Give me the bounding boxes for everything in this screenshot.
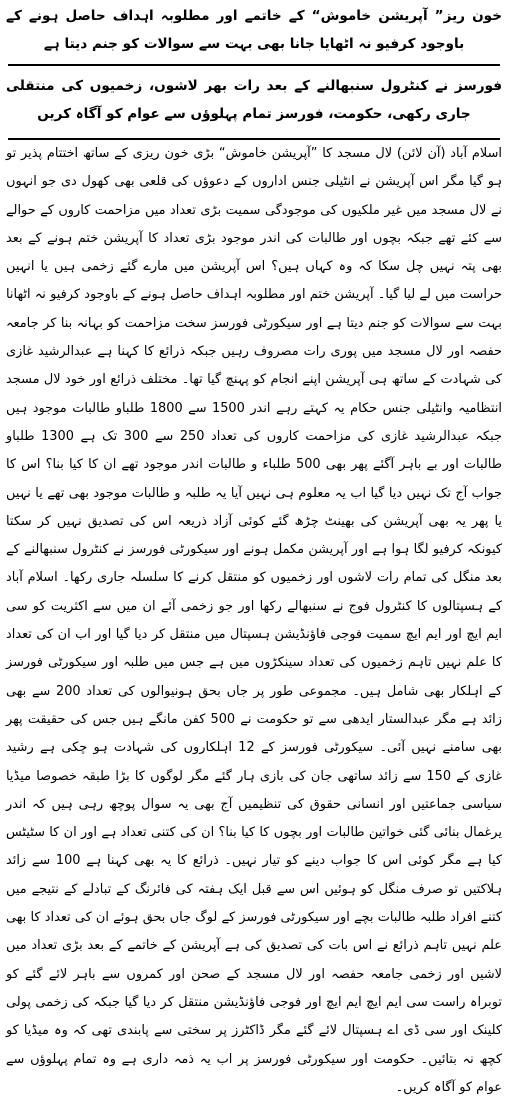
article-subheadline: فورسز نے کنٹرول سنبھالنے کے بعد رات بھر لاشوں، زخمیوں کی منتقلی جاری رکھی، حکومت، فورسز تمام پہلوؤں سے عوام کو آگاہ کریں <box>6 78 502 122</box>
article-body: اسلام آباد (آن لائن) لال مسجد کا ”آپریشن خاموش“ بڑی خون ریزی کے ساتھ اختتام پذیر تو ہو گیا مگر اس آپریشن نے انٹیلی جنس اداروں کے دعوؤں کی قلعی بھی کھول دی جو انہوں نے لال مسجد میں غیر ملکیوں کی موجودگی سمیت بڑی تعداد میں مزاحمت کاروں کے حوالے سے کئے تھے جبکہ بچوں اور طالبات کی اندر موجود بڑی تعداد کا آپریشن ختم ہونے کے بعد بھی پتہ نہیں چل سکا کہ وہ کہاں ہیں؟ اس آپریشن میں مارے گئے زخمی ہیں یا انہیں حراست میں لے لیا گیا۔ آپریشن ختم اور مطلوبہ اہداف حاصل ہونے کے باوجود کرفیو نہ اٹھانا بہت سے سوالات کو جنم دیتا ہے اور سیکورٹی فورسز سخت مزاحمت کو بہانہ بنا کر جامعہ حفصہ اور لال مسجد میں پوری رات مصروف رہیں جبکہ ذرائع کا کہنا ہے عبدالرشید غازی کی شہادت کے ساتھ ہی آپریشن اپنے انجام کو پہنچ گیا تھا۔ مختلف ذرائع اور خود لال مسجد انتظامیہ وانٹیلی جنس حکام یہ کہتے رہے اندر 1500 سے 1800 طلباو طالبات موجود ہیں جبکہ عبدالرشید غازی کی مزاحمت کاروں کی تعداد 250 سے 300 تک ہے 1300 طلباو طالبات اور بے باہر آگئے پھر بھی 500 طلباء و طالبات اندر موجود تھے ان کا کیا بنا؟ اس کا جواب آج تک نہیں دیا گیا اب یہ معلوم ہی نہیں آیا یہ طلبہ و طالبات موجود بھی تھے یا نہیں یا پھر یہ بھی آپریشن کی بھینٹ چڑھ گئے کوئی آزاد ذریعہ اس کی تصدیق نہیں کر سکتا کیونکہ کرفیو لگا ہوا ہے اور آپریشن مکمل ہونے اور سیکورٹی فورسز نے کنٹرول سنبھالنے کے بعد منگل کی تمام رات لاشوں اور زخمیوں کو منتقل کرنے کا سلسلہ جاری رکھا۔ اسلام آباد کے ہسپتالوں کا کنٹرول فوج نے سنبھالے رکھا اور جو زخمی آئے ان میں سے اکثریت کو سی ایم ایچ اور ایم ایچ سمیت فوجی فاؤنڈیشن ہسپتال میں منتقل کر دیا گیا اور اب ان کی تعداد کا علم نہیں تاہم زخمیوں کی تعداد سینکڑوں میں ہے جس میں طلبہ اور سیکورٹی فورسز کے اہلکار بھی شامل ہیں۔ مجموعی طور پر جاں بحق ہونیوالوں کی تعداد 200 سے بھی زائد ہے مگر عبدالستار ایدھی سے تو حکومت نے 500 کفن مانگے ہیں جس کی حقیقت پھر بھی سامنے نہیں آئی۔ سیکورٹی فورسز کے 12 اہلکاروں کی شہادت ہو چکی ہے رشید غازی کے 150 سے زائد ساتھی جان کی بازی ہار گئے مگر لوگوں کا بڑا طبقہ خصوصا میڈیا سیاسی جماعتیں اور انسانی حقوق کی تنظیمیں آج بھی یہ سوال پوچھ رہی ہیں کہ اندر یرغمال بنائی گئی خواتین طالبات اور بچوں کا کیا بنا؟ ان کی کتنی تعداد ہے اور ان کا سٹیٹس کیا ہے مگر کوئی اس کا جواب دینے کو تیار نہیں۔ ذرائع کا یہ بھی کہنا ہے 100 سے زائد ہلاکتیں تو صرف منگل کو ہوئیں اس سے قبل ایک ہفتہ کی فائرنگ کے تبادلے کے نتیجے میں کتنے افراد طلبہ طالبات بچے اور سیکورٹی فورسز کے لوگ جاں بحق ہوئے ان کی تعداد کا بھی علم نہیں تاہم ذرائع نے اس بات کی تصدیق کی ہے آپریشن کے خاتمے کے بعد بڑی تعداد میں لاشیں اور زخمی جامعہ حفصہ اور لال مسجد کے صحن اور کمروں سے باہر لائے گئے کو توبراہ راست سی ایم ایچ ایم ایچ اور فوجی فاؤنڈیشن منتقل کر دیا گیا جبکہ کی زخمی پولی کلینک اور سی ڈی اے ہسپتال لائے گئے مگر ڈاکٹرز پر سختی سے پابندی تھی کہ وہ میڈیا کو کچھ نہ بتائیں۔ حکومت اور سیکورٹی فورسز پر اب یہ ذمہ داری ہے وہ تمام پہلوؤں سے عوام کو آگاہ کریں۔ <box>6 146 503 1095</box>
article-headline: خون ریز” آپریشن خاموش“ کے خاتمے اور مطلوبہ اہداف حاصل ہونے کے باوجود کرفیو نہ اٹھایا جانا بھی بہت سے سوالات کو جنم دیتا ہے <box>6 8 502 52</box>
